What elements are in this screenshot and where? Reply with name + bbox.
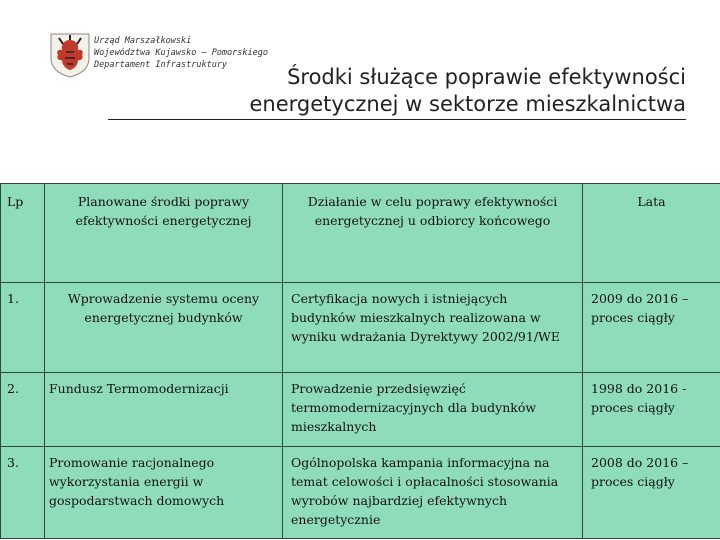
- cell-action: Ogólnopolska kampania informacyjna na temat celowości i opłacalności stosowania wyrobów najbardziej efektywnych energetycznie: [283, 447, 583, 539]
- column-header-action: Działanie w celu poprawy efektywności energetycznej u odbiorcy końcowego: [283, 184, 583, 283]
- cell-lp: 1.: [1, 283, 45, 373]
- cell-years: 1998 do 2016 - proces ciągły: [583, 373, 720, 447]
- measures-table: [0, 183, 720, 539]
- cell-measure: Promowanie racjonalnego wykorzystania energii w gospodarstwach domowych: [45, 447, 283, 539]
- column-header-years: Lata: [583, 184, 720, 283]
- title-line: energetycznej w sektorze mieszkalnictwa: [249, 92, 686, 116]
- table-header-row: [1, 184, 720, 283]
- office-line: Urząd Marszałkowski: [94, 36, 192, 46]
- column-header-lp: Lp: [1, 184, 45, 283]
- coat-of-arms-icon: [49, 32, 91, 78]
- page-title: [126, 64, 686, 118]
- column-header-measure: Planowane środki poprawy efektywności energetycznej: [45, 184, 283, 283]
- cell-measure: Fundusz Termomodernizacji: [45, 373, 283, 447]
- cell-years: 2008 do 2016 – proces ciągły: [583, 447, 720, 539]
- cell-action: Certyfikacja nowych i istniejących budynków mieszkalnych realizowana w wyniku wdrażania Dyrektywy 2002/91/WE: [283, 283, 583, 373]
- cell-lp: 2.: [1, 373, 45, 447]
- office-line: Województwa Kujawsko – Pomorskiego: [94, 48, 268, 58]
- table-row: [1, 447, 720, 539]
- office-line: Departament Infrastruktury: [94, 60, 228, 70]
- cell-lp: 3.: [1, 447, 45, 539]
- cell-years: 2009 do 2016 – proces ciągły: [583, 283, 720, 373]
- cell-action: Prowadzenie przedsięwzięć termomodernizacyjnych dla budynków mieszkalnych: [283, 373, 583, 447]
- title-underline: [108, 119, 686, 120]
- cell-measure: Wprowadzenie systemu oceny energetycznej budynków: [45, 283, 283, 373]
- table-row: [1, 373, 720, 447]
- table-row: [1, 283, 720, 373]
- title-line: Środki służące poprawie efektywności: [287, 65, 686, 89]
